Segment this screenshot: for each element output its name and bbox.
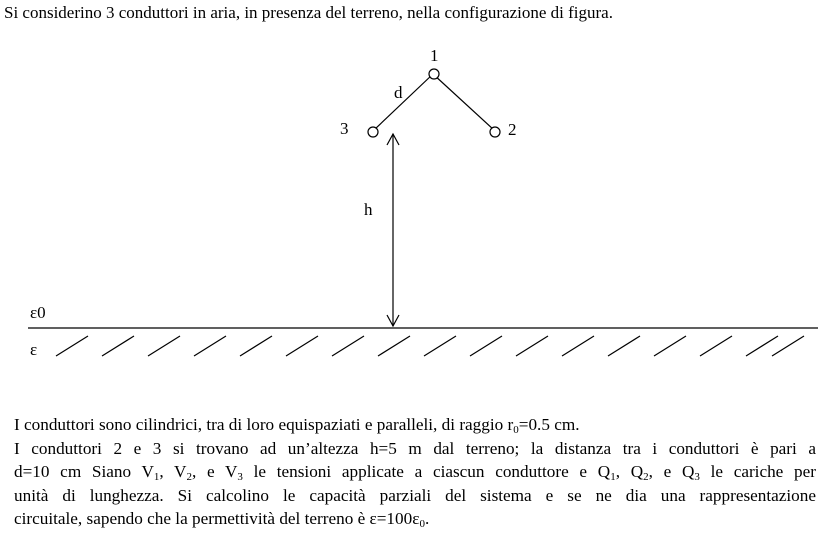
air-permittivity-label: ε0 bbox=[30, 303, 46, 322]
distance-label: d bbox=[394, 83, 403, 102]
body-line-5: circuitale, sapendo che la permettività del terreno è $\varepsilon=100\varepsilon_0$. bbox=[14, 509, 430, 530]
intro-text: Si considerino 3 conduttori in aria, in presenza del terreno, nella configurazione di figura. bbox=[4, 3, 613, 22]
conductor-3 bbox=[368, 127, 378, 137]
body-line-3: d=10 cm Siano $V_1$, $V_2$, e $V_3$ le tensioni applicate a ciascun conduttore e $Q_1$, $Q_2$, e $Q_3$ le cariche per bbox=[14, 462, 816, 483]
conductor-2 bbox=[490, 127, 500, 137]
ground-hatching bbox=[56, 336, 804, 356]
conductor-1 bbox=[429, 69, 439, 79]
body-line-1: I conduttori sono cilindrici, tra di loro equispaziati e paralleli, di raggio $r_0=0.5$ cm. bbox=[14, 415, 580, 436]
body-line-4: unità di lunghezza. Si calcolino le capacità parziali del sistema e se ne dia una rappresentazione bbox=[14, 485, 816, 505]
conductor-3-label: 3 bbox=[340, 119, 349, 138]
ground-permittivity-label: ε bbox=[30, 340, 38, 359]
body-line-2: I conduttori 2 e 3 si trovano ad un’altezza h=5 m dal terreno; la distanza tra i conduttori è pari a bbox=[14, 438, 816, 458]
arm-1-2 bbox=[433, 74, 494, 130]
problem-statement bbox=[14, 413, 816, 531]
arm-1-3 bbox=[374, 74, 433, 130]
conductor-1-label: 1 bbox=[430, 46, 439, 65]
conductor-2-label: 2 bbox=[508, 120, 517, 139]
height-label: h bbox=[364, 200, 373, 219]
